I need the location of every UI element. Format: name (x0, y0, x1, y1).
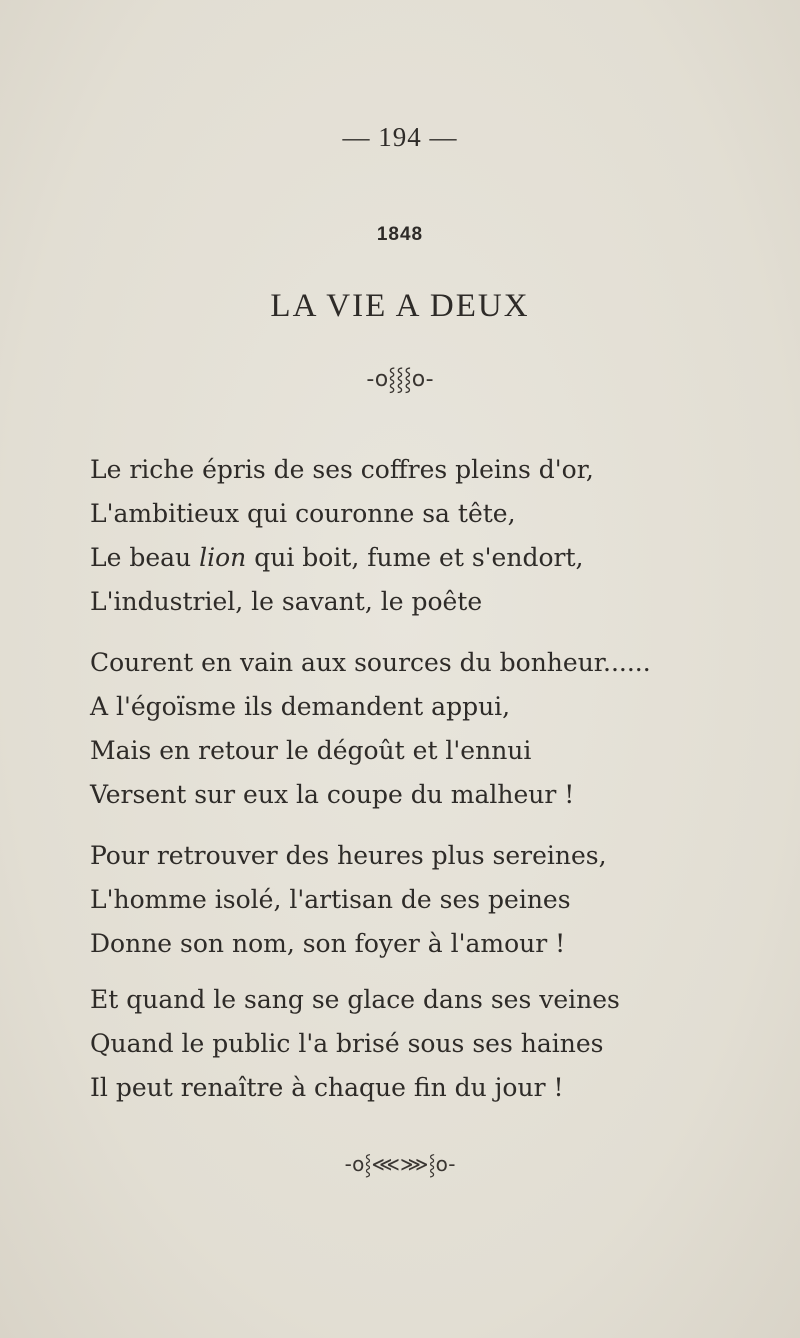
stanza (90, 641, 750, 817)
poem-year: 1848 (376, 224, 424, 245)
stanza (90, 834, 750, 966)
stanza (90, 978, 750, 1110)
verse-fragment: qui boit, fume et s'endort, (246, 543, 584, 572)
verse-line: Il peut renaître à chaque fin du jour ! (90, 1073, 564, 1102)
verse-line: L'homme isolé, l'artisan de ses peines (90, 885, 571, 914)
verse-line: Pour retrouver des heures plus sereines, (90, 841, 607, 870)
poem-title: LA VIE A DEUX (270, 288, 530, 324)
verse-italic-word: lion (199, 543, 247, 572)
verse-fragment: Le beau (90, 543, 200, 572)
verse-line (90, 536, 750, 580)
verse-line: Versent sur eux la coupe du malheur ! (90, 780, 575, 809)
verse-line: Courent en vain aux sources du bonheur...... (90, 648, 651, 677)
verse-line: Le riche épris de ses coffres pleins d'or, (90, 455, 594, 484)
verse-line: Et quand le sang se glace dans ses veines (90, 985, 620, 1014)
stanza (90, 448, 750, 624)
verse-line: Donne son nom, son foyer à l'amour ! (90, 929, 566, 958)
ornament-top: -o⸾⸾⸾o- (366, 367, 434, 392)
verse-line: Quand le public l'a brisé sous ses haines (90, 1029, 604, 1058)
page-number: — 194 — (342, 122, 458, 152)
verse-line: L'ambitieux qui couronne sa tête, (90, 499, 516, 528)
verse-line: Mais en retour le dégoût et l'ennui (90, 736, 532, 765)
verse-line: L'industriel, le savant, le poête (90, 587, 483, 616)
ornament-bottom: -o⸾⋘⋙⸾o- (344, 1152, 456, 1176)
poem-body (90, 448, 750, 1110)
verse-line: A l'égoïsme ils demandent appui, (90, 692, 511, 721)
